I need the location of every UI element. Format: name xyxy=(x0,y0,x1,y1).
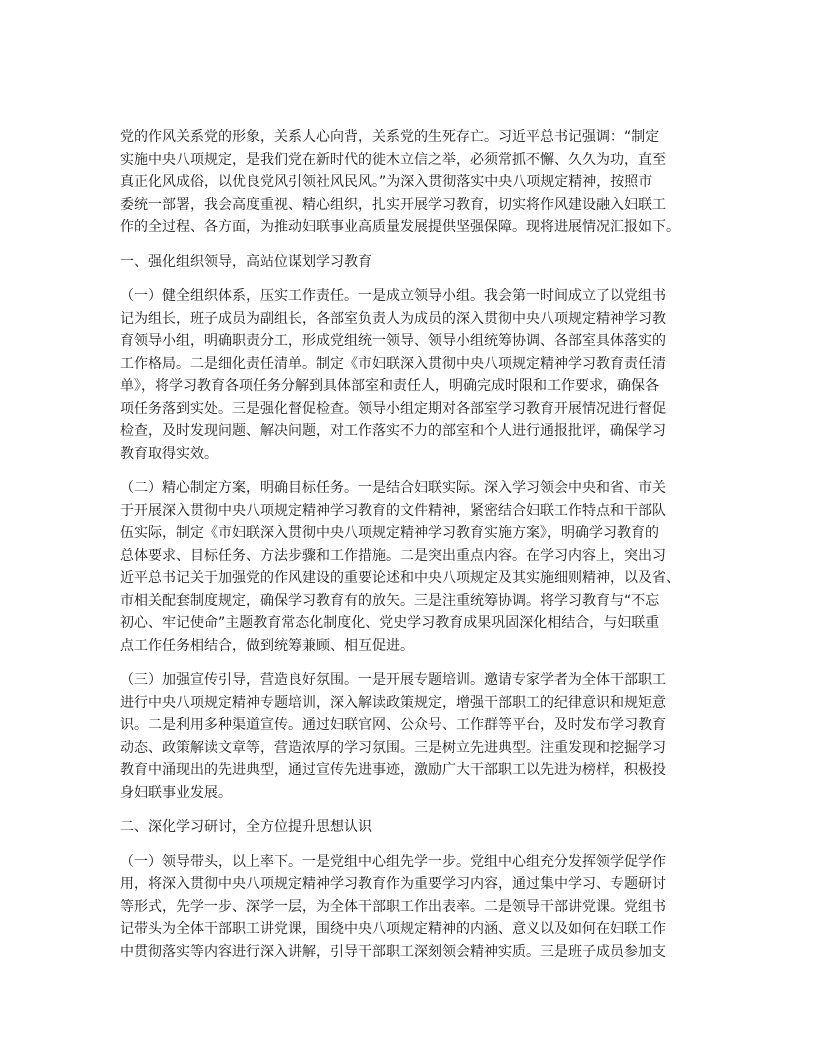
text-line: 近平总书记关于加强党的作风建设的重要论述和中央八项规定及其实施细则精神，以及省、 xyxy=(120,570,680,586)
section-heading-1 xyxy=(120,251,712,274)
text-line: 记为组长，班子成员为副组长，各部室负责人为成员的深入贯彻中央八项规定精神学习教 xyxy=(120,310,666,327)
text-line: 市相关配套制度规定，确保学习教育有的放矢。三是注重统筹协调。将学习教育与“不忘 xyxy=(120,592,660,609)
text-line: 作的全过程、各方面，为推动妇联事业高质量发展提供坚强保障。现将进展情况汇报如下。 xyxy=(120,219,680,235)
heading-text: 二、深化学习研讨，全方位提升思想认识 xyxy=(120,819,372,835)
paragraph-spacer xyxy=(120,657,712,669)
text-line: 党的作风关系党的形象，关系人心向背，关系党的生死存亡。习近平总书记强调：“制定 xyxy=(120,129,660,145)
text-line: 于开展深入贯彻中央八项规定精神学习教育的文件精神，紧密结合妇联工作特点和干部队 xyxy=(120,502,666,519)
heading-text: 一、强化组织领导，高站位谋划学习教育 xyxy=(120,253,372,270)
text-line: 育领导小组，明确职责分工，形成党组统一领导、领导小组统筹协调、各部室具体落实的 xyxy=(120,333,666,349)
text-line: 实施中央八项规定，是我们党在新时代的徙木立信之举，必须常抓不懈、久久为功，直至 xyxy=(120,151,666,168)
text-line: 检查，及时发现问题、解决问题，对工作落实不力的部室和个人进行通报批评，确保学习 xyxy=(120,423,666,439)
text-line: 教育中涌现出的先进典型，通过宣传先进事迹，激励广大干部职工以先进为榜样，积极投 xyxy=(120,762,666,778)
text-line: 中贯彻落实等内容进行深入讲解，引导干部职工深刻领会精神实质。三是班子成员参加支 xyxy=(120,943,666,960)
text-line: 动态、政策解读文章等，营造浓厚的学习氛围。三是树立先进典型。注重发现和挖掘学习 xyxy=(120,739,666,756)
intro-paragraph xyxy=(120,126,712,239)
text-line: （一）领导带头，以上率下。一是党组中心组先学一步。党组中心组充分发挥领学促学作 xyxy=(120,853,666,870)
paragraph-spacer xyxy=(120,273,712,285)
text-line: 教育取得实效。 xyxy=(120,445,218,462)
section-heading-2 xyxy=(120,816,712,839)
text-line: 项任务落到实处。三是强化督促检查。领导小组定期对各部室学习教育开展情况进行督促 xyxy=(120,400,666,417)
text-line: 点工作任务相结合，做到统筹兼顾、相互促进。 xyxy=(120,637,414,654)
paragraph-spacer xyxy=(120,239,712,251)
body-paragraph-1-2 xyxy=(120,477,712,657)
text-line: （一）健全组织体系，压实工作责任。一是成立领导小组。我会第一时间成立了以党组书 xyxy=(120,288,666,304)
text-line: 等形式，先学一步、深学一层，为全体干部职工作出表率。二是领导干部讲党课。党组书 xyxy=(120,898,666,915)
paragraph-spacer xyxy=(120,465,712,477)
text-line: （三）加强宣传引导，营造良好氛围。一是开展专题培训。邀请专家学者为全体干部职工 xyxy=(120,672,666,688)
body-paragraph-1-1 xyxy=(120,285,712,465)
text-line: 伍实际，制定《市妇联深入贯彻中央八项规定精神学习教育实施方案》，明确学习教育的 xyxy=(120,525,659,541)
text-line: 进行中央八项规定精神专题培训，深入解读政策规定，增强干部职工的纪律意识和规矩意 xyxy=(120,694,666,711)
text-line: 身妇联事业发展。 xyxy=(120,784,232,801)
text-line: （二）精心制定方案，明确目标任务。一是结合妇联实际。深入学习领会中央和省、市关 xyxy=(120,480,666,496)
text-line: 单》，将学习教育各项任务分解到具体部室和责任人，明确完成时限和工作要求，确保各 xyxy=(120,378,659,394)
body-paragraph-1-3 xyxy=(120,669,712,804)
text-line: 初心、牢记使命”主题教育常态化制度化、党史学习教育成果巩固深化相结合，与妇联重 xyxy=(120,615,660,631)
text-line: 真正化风成俗，以优良党风引领社风民风。”为深入贯彻落实中央八项规定精神，按照市 xyxy=(120,174,653,190)
text-line: 记带头为全体干部职工讲党课，围绕中央八项规定精神的内涵、意义以及如何在妇联工作 xyxy=(120,921,666,937)
text-line: 用，将深入贯彻中央八项规定精神学习教育作为重要学习内容，通过集中学习、专题研讨 xyxy=(120,876,666,892)
paragraph-spacer xyxy=(120,804,712,816)
text-line: 工作格局。二是细化责任清单。制定《市妇联深入贯彻中央八项规定精神学习教育责任清 xyxy=(120,355,666,372)
text-line: 总体要求、目标任务、方法步骤和工作措施。二是突出重点内容。在学习内容上，突出习 xyxy=(120,547,666,564)
body-paragraph-2-1 xyxy=(120,851,712,964)
text-line: 识。二是利用多种渠道宣传。通过妇联官网、公众号、工作群等平台，及时发布学习教育 xyxy=(120,717,666,733)
paragraph-spacer xyxy=(120,839,712,851)
text-line: 委统一部署，我会高度重视、精心组织，扎实开展学习教育，切实将作风建设融入妇联工 xyxy=(120,196,666,213)
document-page xyxy=(120,126,712,963)
